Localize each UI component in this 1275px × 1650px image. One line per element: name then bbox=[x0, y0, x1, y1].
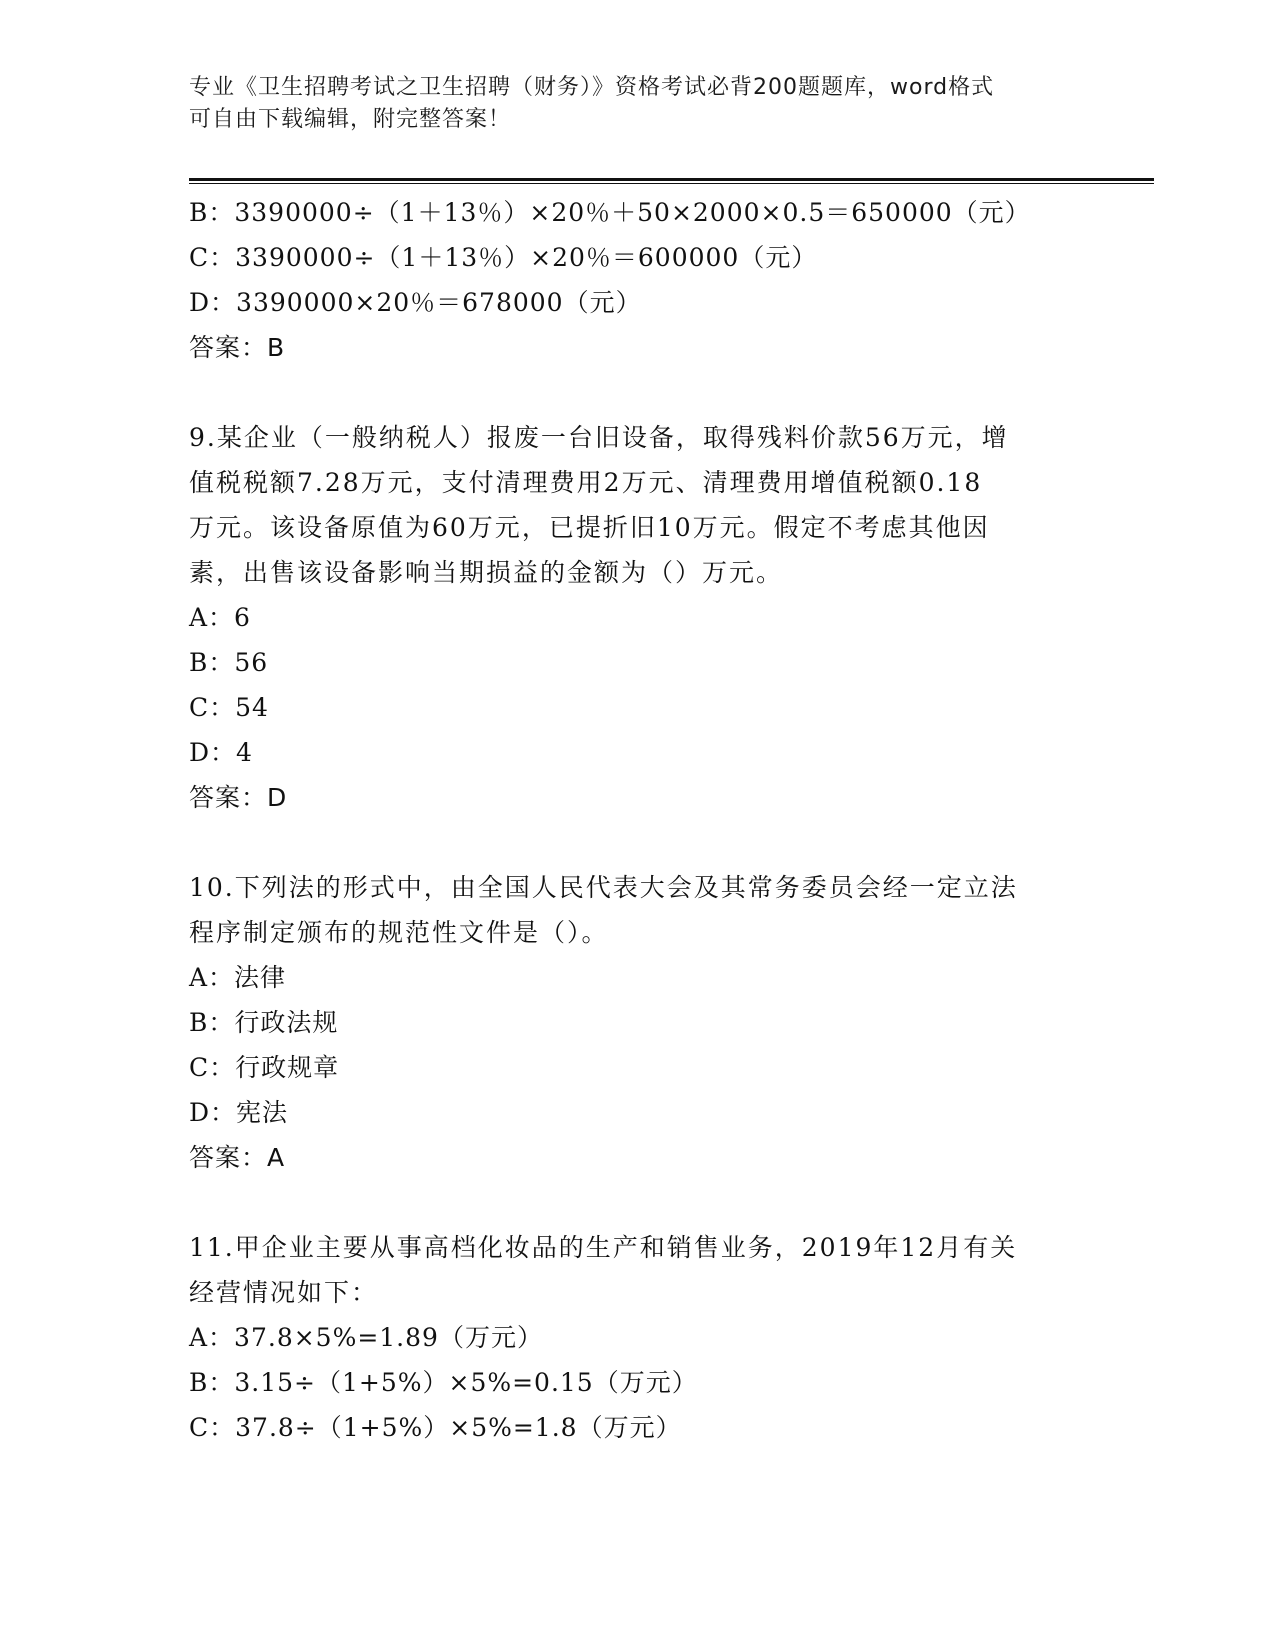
spacer bbox=[189, 1180, 1089, 1225]
answer-label: 答案：A bbox=[189, 1143, 286, 1172]
option-a: A：6 bbox=[189, 603, 251, 632]
spacer bbox=[189, 370, 1089, 415]
option-c: C：行政规章 bbox=[189, 1053, 340, 1082]
option-a: A：37.8×5%=1.89（万元） bbox=[189, 1323, 543, 1352]
header-line-2: 可自由下载编辑，附完整答案！ bbox=[189, 107, 512, 132]
question-block-8 bbox=[189, 190, 1089, 370]
header-line-1: 专业《卫生招聘考试之卫生招聘（财务）》资格考试必背200题题库，word格式 bbox=[189, 75, 995, 100]
question-text-line: 9.某企业（一般纳税人）报废一台旧设备，取得残料价款56万元，增 bbox=[189, 423, 1009, 452]
document-header bbox=[189, 72, 1089, 136]
question-list bbox=[189, 190, 1089, 1450]
question-text-line: 万元。该设备原值为60万元，已提折旧10万元。假定不考虑其他因 bbox=[189, 513, 990, 542]
question-text-line: 值税税额7.28万元，支付清理费用2万元、清理费用增值税额0.18 bbox=[189, 468, 983, 497]
option-c: C：3390000÷（1＋13％）×20％＝600000（元） bbox=[189, 243, 818, 272]
question-text-line: 11.甲企业主要从事高档化妆品的生产和销售业务，2019年12月有关 bbox=[189, 1233, 1018, 1262]
question-text-line: 程序制定颁布的规范性文件是（）。 bbox=[189, 918, 609, 947]
question-text-line: 经营情况如下： bbox=[189, 1278, 379, 1307]
option-a: A：法律 bbox=[189, 963, 287, 992]
option-b: B：3.15÷（1+5%）×5%=0.15（万元） bbox=[189, 1368, 698, 1397]
option-d: D：宪法 bbox=[189, 1098, 289, 1127]
header-divider-thick bbox=[189, 178, 1154, 181]
option-d: D：4 bbox=[189, 738, 253, 767]
answer-label: 答案：B bbox=[189, 333, 286, 362]
option-c: C：37.8÷（1+5%）×5%=1.8（万元） bbox=[189, 1413, 682, 1442]
option-d: D：3390000×20％＝678000（元） bbox=[189, 288, 642, 317]
option-b: B：行政法规 bbox=[189, 1008, 339, 1037]
question-block-10 bbox=[189, 865, 1089, 1180]
option-b: B：3390000÷（1＋13％）×20％＋50×2000×0.5＝650000（元） bbox=[189, 198, 1031, 227]
option-c: C：54 bbox=[189, 693, 269, 722]
question-text-line: 10.下列法的形式中，由全国人民代表大会及其常务委员会经一定立法 bbox=[189, 873, 1018, 902]
question-block-11 bbox=[189, 1225, 1089, 1450]
answer-label: 答案：D bbox=[189, 783, 288, 812]
question-block-9 bbox=[189, 415, 1089, 820]
spacer bbox=[189, 820, 1089, 865]
option-b: B：56 bbox=[189, 648, 269, 677]
question-text-line: 素，出售该设备影响当期损益的金额为（）万元。 bbox=[189, 558, 784, 587]
header-divider-thin bbox=[189, 183, 1154, 184]
